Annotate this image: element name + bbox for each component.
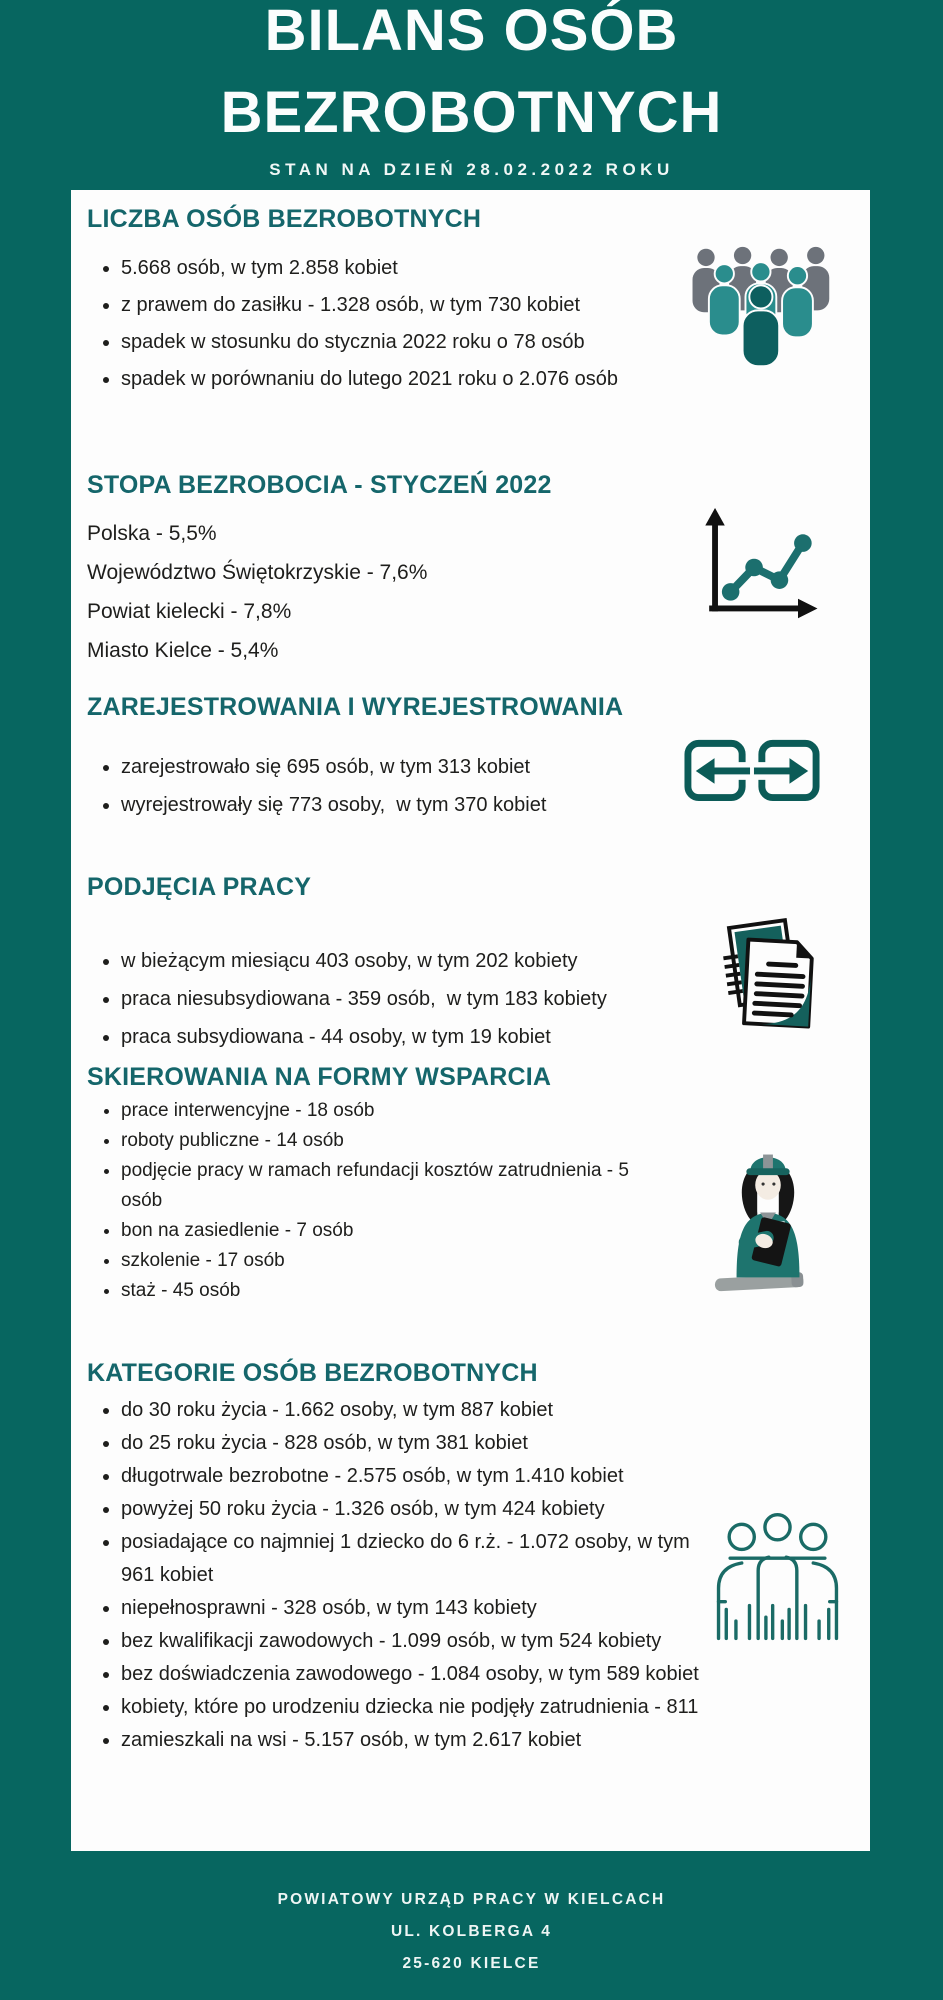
section-heading: ZAREJESTROWANIA I WYREJESTROWANIA bbox=[87, 693, 624, 721]
section-liczba-osob bbox=[71, 204, 731, 398]
bullet-list bbox=[71, 1096, 635, 1306]
bullet-item: • powyżej 50 roku życia - 1.326 osób, w tym 424 kobiety bbox=[121, 1493, 711, 1526]
worker-icon bbox=[709, 1128, 827, 1300]
bullet-item: • do 30 roku życia - 1.662 osoby, w tym 887 kobiet bbox=[121, 1394, 711, 1427]
bullet-item: • spadek w porównaniu do lutego 2021 roku o 2.076 osób bbox=[121, 361, 731, 398]
bullet-item: • niepełnosprawni - 328 osób, w tym 143 kobiety bbox=[121, 1592, 711, 1625]
bullet-list bbox=[71, 748, 731, 824]
page-title-line2: BEZROBOTNYCH bbox=[220, 80, 723, 145]
bullet-item: • posiadające co najmniej 1 dziecko do 6 r.ż. - 1.072 osoby, w tym 961 kobiet bbox=[121, 1526, 711, 1592]
footer-street: UL. KOLBERGA 4 bbox=[390, 1923, 553, 1940]
page-title bbox=[0, 0, 943, 154]
section-heading: SKIEROWANIA NA FORMY WSPARCIA bbox=[87, 1063, 552, 1091]
bullet-item: • roboty publiczne - 14 osób bbox=[121, 1126, 629, 1156]
bullet-item: • zarejestrowało się 695 osób, w tym 313 kobiet bbox=[121, 748, 731, 786]
section-podjecia-pracy bbox=[71, 872, 731, 1056]
bullet-item: • staż - 45 osób bbox=[121, 1276, 629, 1306]
documents-icon bbox=[713, 916, 825, 1031]
bullet-item: • z prawem do zasiłku - 1.328 osób, w tym 730 kobiet bbox=[121, 287, 731, 324]
footer-city: 25-620 KIELCE bbox=[402, 1955, 541, 1972]
section-kategorie bbox=[71, 1358, 711, 1757]
page-subtitle: STAN NA DZIEŃ 28.02.2022 ROKU bbox=[269, 160, 674, 179]
bullet-item: • kobiety, które po urodzeniu dziecka nie podjęły zatrudnienia - 811 bbox=[121, 1691, 711, 1724]
bullet-list bbox=[71, 250, 731, 398]
crowd-icon bbox=[679, 242, 837, 372]
section-skierowania bbox=[71, 1062, 635, 1306]
bullet-item: • do 25 roku życia - 828 osób, w tym 381 kobiet bbox=[121, 1427, 711, 1460]
stat-line: Polska - 5,5% bbox=[87, 522, 217, 545]
bullet-item: • długotrwale bezrobotne - 2.575 osób, w tym 1.410 kobiet bbox=[121, 1460, 711, 1493]
bullet-item: • praca niesubsydiowana - 359 osób, w tym 183 kobiety bbox=[121, 980, 731, 1018]
footer-org-name: POWIATOWY URZĄD PRACY W KIELCACH bbox=[277, 1891, 666, 1908]
bullet-item: • prace interwencyjne - 18 osób bbox=[121, 1096, 629, 1126]
line-chart-icon bbox=[693, 506, 821, 628]
bullet-item: • szkolenie - 17 osób bbox=[121, 1246, 629, 1276]
section-heading: PODJĘCIA PRACY bbox=[87, 873, 312, 901]
section-heading: KATEGORIE OSÓB BEZROBOTNYCH bbox=[87, 1359, 538, 1387]
bullet-list bbox=[71, 942, 731, 1056]
bullet-item: • bez doświadczenia zawodowego - 1.084 osoby, w tym 589 kobiet bbox=[121, 1658, 711, 1691]
section-heading: STOPA BEZROBOCIA - STYCZEŃ 2022 bbox=[87, 471, 552, 499]
section-stopa-bezrobocia bbox=[71, 470, 691, 670]
bullet-item: • praca subsydiowana - 44 osoby, w tym 19 kobiet bbox=[121, 1018, 731, 1056]
bullet-item: • bez kwalifikacji zawodowych - 1.099 osób, w tym 524 kobiety bbox=[121, 1625, 711, 1658]
bullet-item: • w bieżącym miesiącu 403 osoby, w tym 202 kobiety bbox=[121, 942, 731, 980]
stat-lines bbox=[87, 514, 691, 670]
section-heading: LICZBA OSÓB BEZROBOTNYCH bbox=[87, 205, 482, 233]
page-title-line1: BILANS OSÓB bbox=[264, 0, 679, 63]
bullet-list bbox=[71, 1394, 711, 1757]
bullet-item: • podjęcie pracy w ramach refundacji kosztów zatrudnienia - 5 osób bbox=[121, 1156, 629, 1216]
stat-line: Miasto Kielce - 5,4% bbox=[87, 639, 279, 662]
section-zarejestrowania bbox=[71, 692, 731, 824]
bullet-item: • zamieszkali na wsi - 5.157 osób, w tym 2.617 kobiet bbox=[121, 1724, 711, 1757]
bullet-item: • spadek w stosunku do stycznia 2022 roku o 78 osób bbox=[121, 324, 731, 361]
footer bbox=[0, 1884, 943, 1980]
team-outline-icon bbox=[705, 1512, 850, 1644]
bullet-item: • 5.668 osób, w tym 2.858 kobiet bbox=[121, 250, 731, 287]
content-card bbox=[71, 190, 870, 1851]
bullet-item: • bon na zasiedlenie - 7 osób bbox=[121, 1216, 629, 1246]
transfer-arrows-icon bbox=[683, 736, 821, 804]
bullet-item: • wyrejestrowały się 773 osoby, w tym 370 kobiet bbox=[121, 786, 731, 824]
stat-line: Powiat kielecki - 7,8% bbox=[87, 600, 292, 623]
stat-line: Województwo Świętokrzyskie - 7,6% bbox=[87, 561, 428, 584]
